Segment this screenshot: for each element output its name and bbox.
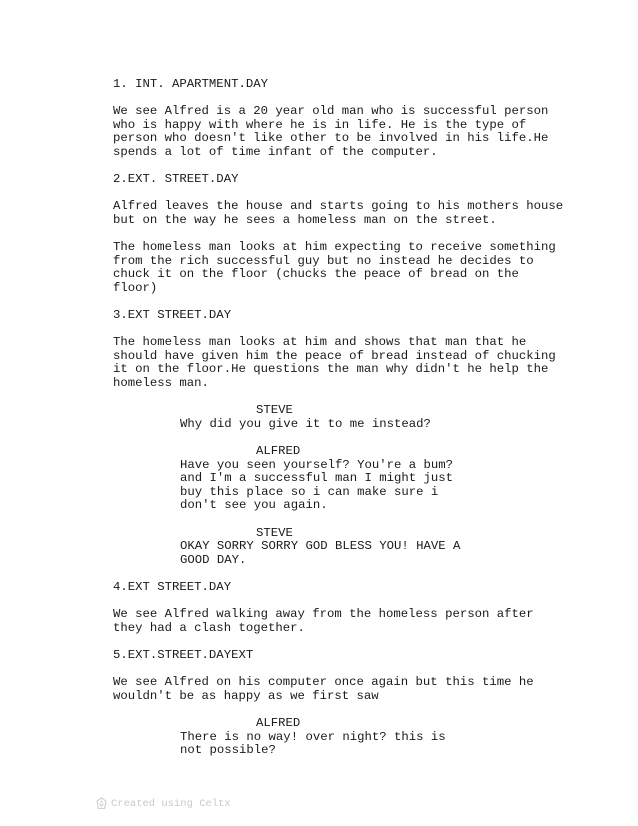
action-paragraph [113, 608, 593, 635]
character-name: ALFRED [256, 444, 301, 459]
scene-heading-text: 5.EXT.STREET.DAYEXT [113, 647, 254, 662]
action-line: but on the way he sees a homeless man on the street. [113, 212, 497, 227]
scene-heading-text: 4.EXT STREET.DAY [113, 579, 232, 594]
action-line: who is happy with where he is in life. He is the type of [113, 117, 527, 132]
action-line: We see Alfred walking away from the homeless person after [113, 607, 534, 622]
character-name: STEVE [256, 403, 293, 418]
action-line: floor) [113, 280, 158, 295]
action-paragraph [113, 241, 593, 295]
dialogue-line: GOOD DAY. [180, 552, 247, 567]
action-line: it on the floor.He questions the man why didn't he help the [113, 362, 549, 377]
action-line: We see Alfred on his computer once again but this time he [113, 675, 534, 690]
action-line: wouldn't be as happy as we first saw [113, 688, 379, 703]
action-line: The homeless man looks at him and shows that man that he [113, 335, 527, 350]
scene-heading [113, 309, 593, 323]
character-name: ALFRED [256, 715, 301, 730]
action-line: spends a lot of time infant of the computer. [113, 144, 438, 159]
dialogue-line: Why did you give it to me instead? [180, 416, 431, 431]
scene-heading-text: 1. INT. APARTMENT.DAY [113, 77, 268, 91]
scene-heading [113, 173, 593, 187]
dialogue-line: buy this place so i can make sure i [180, 484, 439, 499]
celtx-logo-icon [96, 797, 107, 810]
dialogue-block [180, 445, 593, 513]
action-paragraph [113, 200, 593, 227]
footer-text: Created using Celtx [111, 797, 231, 810]
action-paragraph [113, 105, 593, 159]
dialogue-block [180, 717, 593, 758]
action-line: they had a clash together. [113, 620, 305, 635]
dialogue-line: and I'm a successful man I might just [180, 471, 454, 486]
scene-heading [113, 78, 593, 92]
dialogue-block [180, 404, 593, 431]
scene-heading-text: 2.EXT. STREET.DAY [113, 172, 239, 187]
action-line: The homeless man looks at him expecting to receive something [113, 240, 556, 255]
action-line: chuck it on the floor (chucks the peace of bread on the [113, 267, 519, 282]
action-line: homeless man. [113, 376, 209, 391]
dialogue-line: not possible? [180, 743, 276, 758]
scene-heading [113, 649, 593, 663]
character-name: STEVE [256, 525, 293, 540]
action-paragraph [113, 336, 593, 390]
action-line: Alfred leaves the house and starts going to his mothers house [113, 199, 564, 214]
action-line: should have given him the peace of bread instead of chucking [113, 348, 556, 363]
action-line: from the rich successful guy but no instead he decides to [113, 253, 534, 268]
dialogue-block [180, 527, 593, 568]
scene-heading-text: 3.EXT STREET.DAY [113, 308, 232, 323]
dialogue-line: There is no way! over night? this is [180, 729, 446, 744]
scene-heading [113, 581, 593, 595]
action-line: person who doesn't like other to be involved in his life.He [113, 131, 549, 146]
action-paragraph [113, 676, 593, 703]
dialogue-line: Have you seen yourself? You're a bum? [180, 457, 454, 472]
celtx-footer [96, 797, 231, 810]
screenplay-body [113, 78, 593, 771]
dialogue-line: don't see you again. [180, 498, 328, 513]
dialogue-line: OKAY SORRY SORRY GOD BLESS YOU! HAVE A [180, 539, 461, 554]
action-line: We see Alfred is a 20 year old man who is successful person [113, 104, 549, 119]
